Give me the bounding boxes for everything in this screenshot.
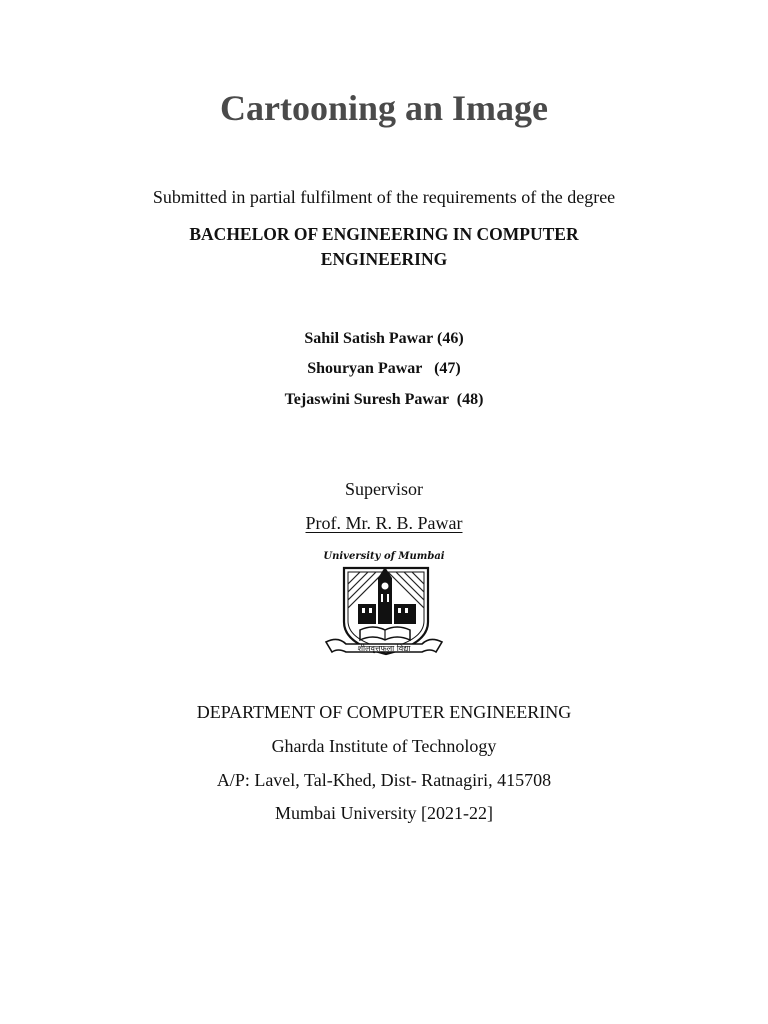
- degree-line-1: BACHELOR OF ENGINEERING IN COMPUTER: [189, 224, 579, 244]
- student-1-name: Sahil Satish Pawar: [304, 330, 433, 347]
- emblem-banner-text: University of Mumbai: [323, 551, 445, 562]
- institute-address: A/P: Lavel, Tal-Khed, Dist- Ratnagiri, 415708: [216, 770, 552, 790]
- department-name: DEPARTMENT OF COMPUTER ENGINEERING: [196, 702, 572, 722]
- student-1-roll: (46): [436, 330, 464, 347]
- student-3-name: Tejaswini Suresh Pawar: [284, 391, 449, 408]
- supervisor-label: Supervisor: [345, 479, 423, 499]
- student-3: [0, 392, 768, 408]
- supervisor-name: Prof. Mr. R. B. Pawar: [305, 513, 463, 533]
- submission-statement: Submitted in partial fulfilment of the requirements of the degree: [152, 187, 616, 207]
- degree-line-2: ENGINEERING: [320, 249, 448, 269]
- student-2-roll: (47): [434, 360, 461, 377]
- degree-name: [0, 222, 768, 272]
- emblem-motto-text: शीलवृत्तफला विद्या: [357, 644, 411, 653]
- student-3-roll: (48): [456, 391, 484, 408]
- report-title: Cartooning an Image: [219, 88, 548, 128]
- university-of-mumbai-emblem-icon: [318, 548, 450, 666]
- institute-name: Gharda Institute of Technology: [271, 736, 497, 756]
- student-1: [0, 331, 768, 347]
- student-2-name: Shouryan Pawar: [307, 360, 423, 377]
- university-year: Mumbai University [2021-22]: [275, 803, 493, 823]
- student-2: [0, 361, 768, 377]
